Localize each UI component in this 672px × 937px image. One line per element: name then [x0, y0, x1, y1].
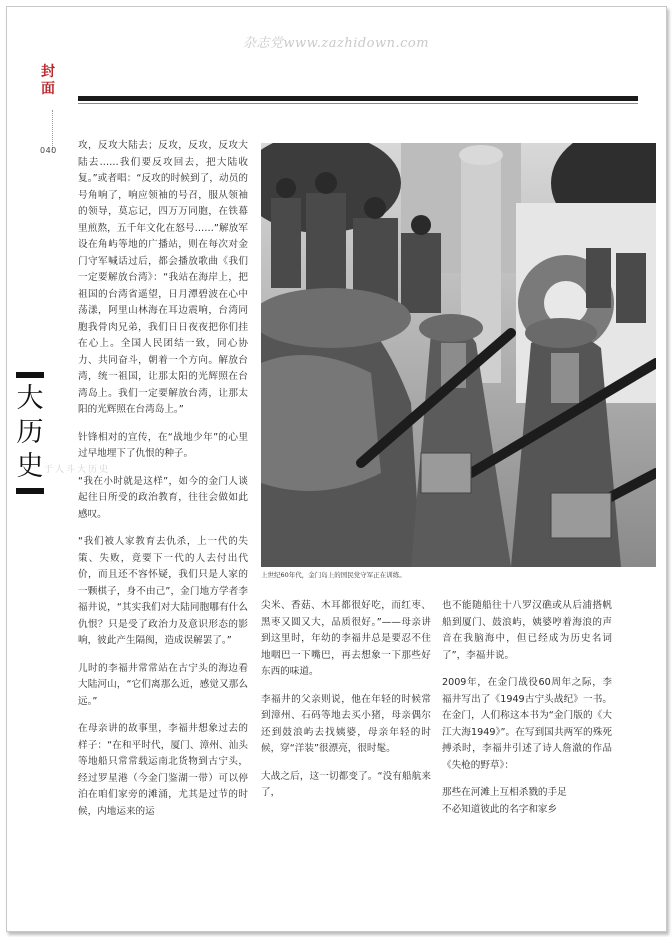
paragraph: 那些在河滩上互相杀戮的手足: [442, 787, 567, 798]
paragraph: 2009年，在金门战役60周年之际，李福井写出了《1949古宁头战纪》一书。在金门，人们称这本书为“金门版的《大江大海1949》”。在写到国共两军的殊死搏杀时，李福井引述了诗人詹澈的作品《失枪的野草》：: [442, 677, 612, 771]
paragraph: 尖米、香菇、木耳都很好吃，而红枣、黑枣又圆又大，品质很好。”——母亲讲到这里时，年幼的李福井总是要忍不住地咽巴一下嘴巴，再去想象一下那些好东西的味道。: [261, 600, 431, 677]
section-char-3: 史: [16, 451, 44, 482]
paragraph: 在母亲讲的故事里，李福井想象过去的样子：“在和平时代，厦门、漳州、汕头等地船只常常载运南北货物到古宁头，经过罗星港（今金门鉴湖一带）可以停泊在咱们家旁的滩涌，尤其是过节的时候，内地运来的运: [78, 723, 248, 817]
section-bar-bottom: [16, 488, 44, 494]
paragraph: 针锋相对的宣传，在“战地少年”的心里过早地埋下了仇恨的种子。: [78, 431, 248, 459]
header-rule-thin: [78, 103, 638, 104]
paragraph: 攻，反攻大陆去；反攻，反攻，反攻大陆去……我们要反攻回去，把大陆收复。”或者唱：“反攻的时候到了，动员的号角响了，响应领袖的号召，服从领袖的领导，莫忘记，四万万同胞，在铁幕里煎熬，五千年文化在怒号……”解放军设在角屿等地的广播站，则在每次对金门守军喊话过后，都会播放歌曲《我们一定要解放台湾》：“我站在海岸上，把祖国的台湾省遥望，日月潭碧波在心中荡漾，阿里山林海在耳边震响，台湾同胞我骨肉兄弟，我们日日夜夜把你们挂在心上。全国人民团结一致，同心协力、共同奋斗，朝着一个方向。解放台湾，统一祖国，让那太阳的光辉照在台湾岛上。我们一定要解放台湾，让那太阳的光辉照在台湾岛上。”: [78, 140, 248, 415]
paragraph: “我们被人家教育去仇杀，上一代的失策、失败，竟要下一代的人去付出代价，而且还不容怀疑，我们只是人家的一颗棋子，身不由己”，金门地方学者李福井说，“其实我们对大陆同胞哪有什么仇恨？只是受了政治力及意识形态的影响，彼此产生隔阂，造成误解罢了。”: [78, 536, 248, 646]
article-column-3: [442, 598, 612, 829]
photo-caption: 上世纪60年代，金门岛上的国民党守军正在训练。: [261, 571, 406, 579]
article-column-2: [261, 598, 431, 813]
dotted-divider: [52, 110, 53, 150]
section-char-1: 大: [16, 383, 44, 414]
section-label-text: [12, 378, 48, 488]
article-column-1: [78, 138, 248, 831]
faint-margin-text: 于人斗大历史: [44, 465, 111, 475]
section-char-2: 历: [16, 417, 44, 448]
paragraph: 不必知道彼此的名字和家乡: [442, 803, 558, 815]
soldiers-photo: [261, 143, 656, 567]
header-title: 封面: [41, 64, 55, 97]
paragraph: “我在小时就是这样”，如今的金门人谈起往日所受的政治教育，往往会做如此感叹。: [78, 475, 248, 520]
paragraph: 李福井的父亲则说，他在年轻的时候常到漳州、石码等地去买小猪，母亲偶尔还到鼓浪屿去找姨婆，母亲年轻的时候，穿“洋装”很漂亮，很时髦。: [261, 693, 431, 754]
article-photo: [261, 143, 656, 567]
page-number: 040: [40, 146, 57, 155]
paragraph: 大战之后，这一切都变了。“没有船航来了，: [261, 770, 431, 798]
paragraph: 儿时的李福井常常站在古宁头的海边看大陆河山，“它们离那么近，感觉又那么远。”: [78, 662, 248, 707]
section-label: [12, 372, 48, 494]
paragraph: 也不能随船往十八罗汉礁或从后浦搭帆船到厦门、鼓浪屿，姨婆哼着海浪的声音在我脑海中，但已经成为历史名词了”，李福井说。: [442, 600, 612, 661]
watermark: 杂志党www.zazhidown.com: [242, 36, 430, 51]
header-rule: [78, 96, 638, 101]
